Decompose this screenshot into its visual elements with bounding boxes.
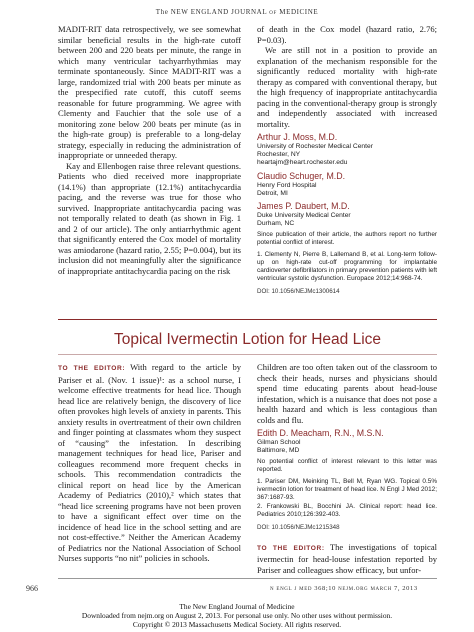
letter1-paragraph: We are still not in a position to provide an explanation of the mechanism responsible for the significantly reduced mortality with high-rate therapy as compared with conventional therapy, but the high frequency of inappropriate antitachycardia pacing in the conventional-therapy group is strongly and independently associated with increased mortality.: [257, 45, 437, 129]
article-title: Topical Ivermectin Lotion for Head Lice: [113, 331, 382, 348]
letter1-right-column: [257, 24, 437, 298]
to-the-editor-lead: TO THE EDITOR:: [58, 365, 126, 372]
affiliation-line: Detroit, MI: [257, 189, 288, 197]
notice-line: Copyright © 2013 Massachusetts Medical Society. All rights reserved.: [132, 620, 342, 630]
affiliation-line: Durham, NC: [257, 220, 295, 228]
letter2-body: With regard to the article by Pariser et al. (Nov. 1 issue)¹: as a school nurse, I welcome effective treatments for head lice. Though head lice are relatively benign, the discovery of lice often provokes high levels of anxiety in parents. This anxiety results in overtreatment of their own children and finger pointing at classmates whom they suspect of “causing” the infestation. In describing management techniques for head lice, Pariser and colleagues recommend more frequent checks in schools. This recommendation contradicts the clinical report on head lice by the American Academy of Pediatrics (2010),² which states that “head lice screening programs have not been proven to have a significant effect over time on the incidence of head lice in the school setting and are not cost-effective.” Neither the American Academy of Pediatrics nor the National Association of School Nurses supports “no nit” policies in schools.: [58, 362, 241, 563]
affiliation-line: Rochester, NY: [257, 151, 301, 159]
letter1-paragraph: of death in the Cox model (hazard ratio, 2.76; P=0.03).: [257, 24, 437, 45]
reference-item: 2. Frankowski BL, Bocchini JA. Clinical report: head lice. Pediatrics 2010;126:392-403.: [257, 503, 437, 519]
affiliation-line: Gilman School: [257, 439, 301, 446]
running-footer: n engl j med 368;10 nejm.org march 7, 2013: [270, 585, 418, 592]
reference-item: 1. Clementy N, Pierre B, Lallemand B, et al. Long-term follow-up on high-rate cut-off programming for implantable cardioverter defibrillators in primary prevention patients with left ventricular systolic dysfunction. Europace 2012;14:968-74.: [257, 251, 437, 283]
section-divider: [58, 319, 437, 320]
letter1-paragraph: MADIT-RIT data retrospectively, we see somewhat similar beneficial results in the high-rate cutoff between 200 and 220 beats per minute, the range in which many ventricular tachyarrhythmias may terminate spontaneously. Since MADIT-RIT was a large, randomized trial with 200 beats per minute as the prespecified rate cutoff, this cutoff seems reasonable for future programming. We agree with Clementy and Fauchier that the sole use of a monitoring zone below 200 beats per minute (as in the high-rate group) is preferable to a long-delay strategy, especially in reducing the administration of inappropriate or unneeded therapy.: [58, 24, 241, 160]
letter2-left-column: [58, 362, 241, 564]
letter3-body: The investigations of topical ivermectin for head-louse infestation reported by Pariser and colleagues show efficacy, but unfor-: [257, 541, 437, 575]
affiliation-line: University of Rochester Medical Center: [257, 143, 373, 150]
letter2-paragraph: Children are too often taken out of the classroom to check their heads, nurses and physicians should spend time educating parents about head-louse infestation, which is a nuisance that does not pose a health hazard and which is less contagious than colds and flu.: [257, 362, 437, 425]
letter2-paragraph: [58, 362, 241, 564]
journal-header-name: NEW ENGLAND JOURNAL of MEDICINE: [170, 8, 319, 16]
affiliation-line: Henry Ford Hospital: [257, 181, 317, 189]
letter3-paragraph: [257, 542, 437, 576]
letter1-paragraph: Kay and Ellenbogen raise three relevant questions. Patients who died received more inappropriate (14.1%) than appropriate (12.1%) antitachycardia pacing, and the reverse was true for those who survived. Inappropriate antitachycardia pacing was not temporally related to death (as shown in Fig. 1 and 2 of our article). The only antiarrhythmic agent that significantly entered the Cox model of mortality was amiodarone (hazard ratio, 2.55; P=0.004), but its inclusion did not meaningfully alter the significance of inappropriate antitachycardia pacing on the risk: [58, 160, 241, 276]
reference-item: 1. Pariser DM, Meinking TL, Bell M, Ryan WG. Topical 0.5% ivermectin lotion for treatment of head lice. N Engl J Med 2012; 367:1687-93.: [257, 478, 437, 502]
author-email: heartajm@heart.rochester.edu: [257, 159, 348, 167]
notice-line: Downloaded from nejm.org on August 2, 2013. For personal use only. No other uses without permission.: [81, 611, 393, 621]
affiliation-line: Duke University Medical Center: [257, 212, 351, 220]
author-affiliation: [257, 212, 437, 228]
letter2-right-column: [257, 362, 437, 575]
author-affiliation: [257, 439, 437, 455]
title-underline: [58, 354, 437, 355]
disclosure-note: Since publication of their article, the authors report no further potential conflict of interest.: [257, 231, 437, 247]
doi-label: DOI: 10.1056/NEJMc1215348: [257, 524, 340, 532]
letter1-left-column: [58, 24, 241, 276]
doi-label: DOI: 10.1056/NEJMc1300614: [257, 288, 340, 296]
to-the-editor-lead: TO THE EDITOR:: [257, 544, 325, 552]
author-name: Arthur J. Moss, M.D.: [257, 132, 338, 142]
notice-line: The New England Journal of Medicine: [179, 602, 295, 611]
disclosure-note: No potential conflict of interest relevant to this letter was reported.: [257, 458, 437, 474]
author-affiliation: [257, 182, 437, 198]
footer-divider: [58, 578, 437, 579]
affiliation-line: Baltimore, MD: [257, 447, 300, 455]
author-name: Edith D. Meacham, R.N., M.S.N.: [257, 428, 384, 438]
author-name: Claudio Schuger, M.D.: [257, 170, 346, 181]
download-notice: [0, 602, 474, 630]
author-name: James P. Daubert, M.D.: [257, 201, 350, 212]
journal-header: [0, 8, 474, 16]
journal-header-prefix: The: [155, 8, 169, 16]
page-number: 966: [26, 584, 38, 593]
author-affiliation: [257, 143, 437, 168]
